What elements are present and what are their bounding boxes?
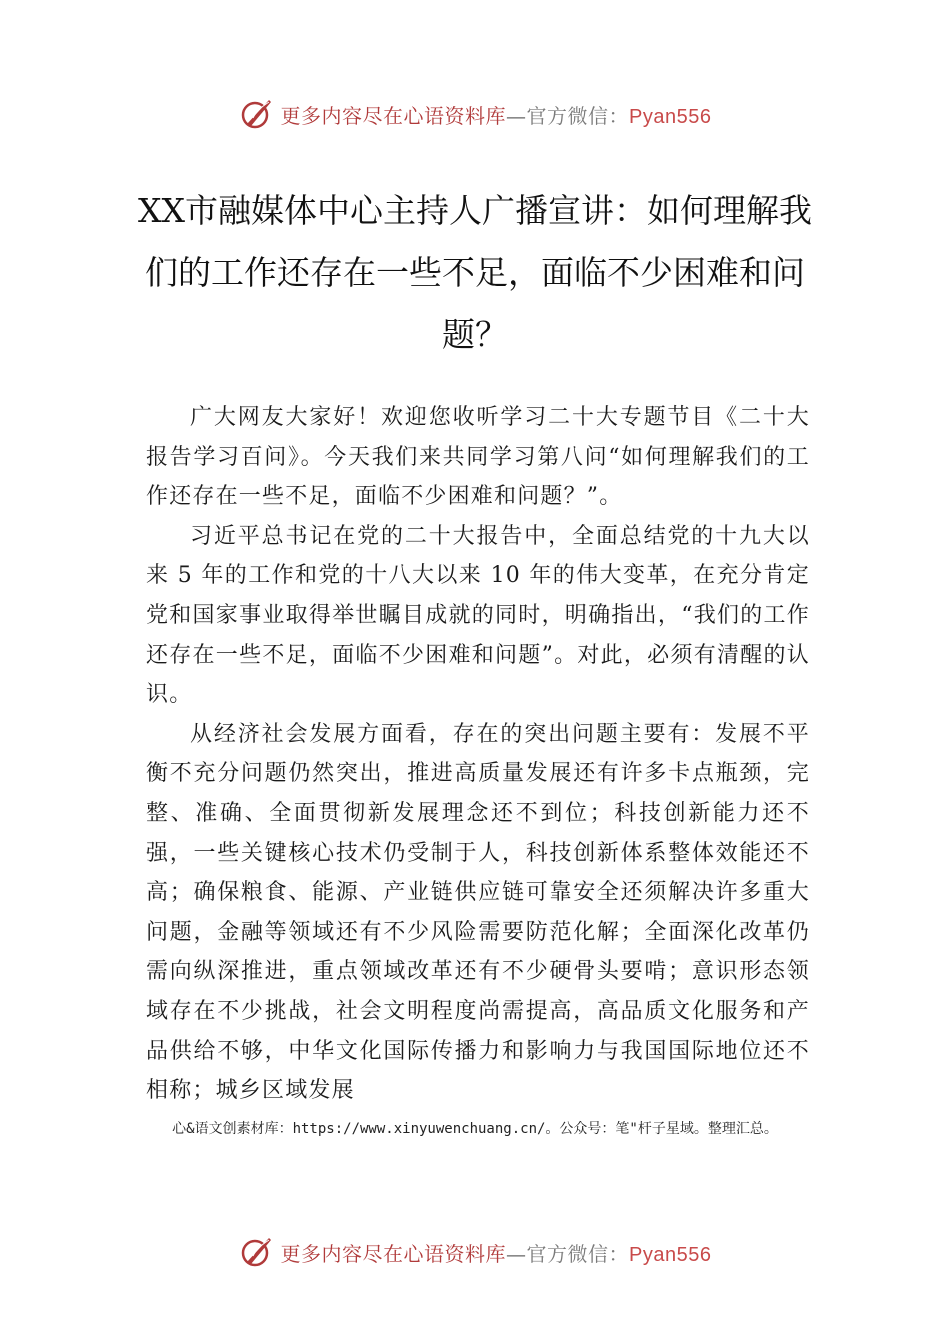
paragraph: 广大网友大家好！欢迎您收听学习二十大专题节目《二十大报告学习百问》。今天我们来共同学习第八问“如何理解我们的工作还存在一些不足，面临不少困难和问题？”。 (146, 405, 810, 510)
banner-dash: — (506, 1241, 527, 1266)
document-title: XX市融媒体中心主持人广播宣讲：如何理解我们的工作还存在一些不足，面临不少困难和问题？ (138, 191, 812, 354)
quill-logo-icon (239, 1234, 275, 1270)
banner-main-text: 更多内容尽在心语资料库 (280, 103, 507, 128)
banner-text (281, 1238, 712, 1267)
banner-wechat-id: Pyan556 (629, 1243, 712, 1266)
quill-logo-icon (239, 96, 275, 132)
header-banner (0, 94, 950, 134)
banner-text (281, 100, 712, 129)
document-body (146, 398, 810, 1111)
source-footnote: 心&语文创素材库：https://www.xinyuwenchuang.cn/。公众号：笔"杆子星域。整理汇总。 (172, 1121, 778, 1137)
banner-dash: — (506, 103, 527, 128)
banner-sub-text: 官方微信： (526, 1241, 630, 1266)
footer-banner (0, 1232, 950, 1272)
paragraph: 习近平总书记在党的二十大报告中，全面总结党的十九大以来 5 年的工作和党的十八大以来 10 年的伟大变革，在充分肯定党和国家事业取得举世瞩目成就的同时，明确指出，“我们的工作还存在一些不足，面临不少困难和问题”。对此，必须有清醒的认识。 (146, 523, 810, 708)
banner-wechat-id: Pyan556 (629, 105, 712, 128)
banner-main-text: 更多内容尽在心语资料库 (280, 1241, 507, 1266)
banner-sub-text: 官方微信： (526, 103, 630, 128)
paragraph: 从经济社会发展方面看，存在的突出问题主要有：发展不平衡不充分问题仍然突出，推进高质量发展还有许多卡点瓶颈，完整、准确、全面贯彻新发展理念还不到位；科技创新能力还不强，一些关键核心技术仍受制于人，科技创新体系整体效能还不高；确保粮食、能源、产业链供应链可靠安全还须解决许多重大问题，金融等领域还有不少风险需要防范化解；全面深化改革仍需向纵深推进，重点领域改革还有不少硬骨头要啃；意识形态领域存在不少挑战，社会文明程度尚需提高，高品质文化服务和产品供给不够，中华文化国际传播力和影响力与我国国际地位还不相称；城乡区域发展 (146, 721, 810, 1104)
